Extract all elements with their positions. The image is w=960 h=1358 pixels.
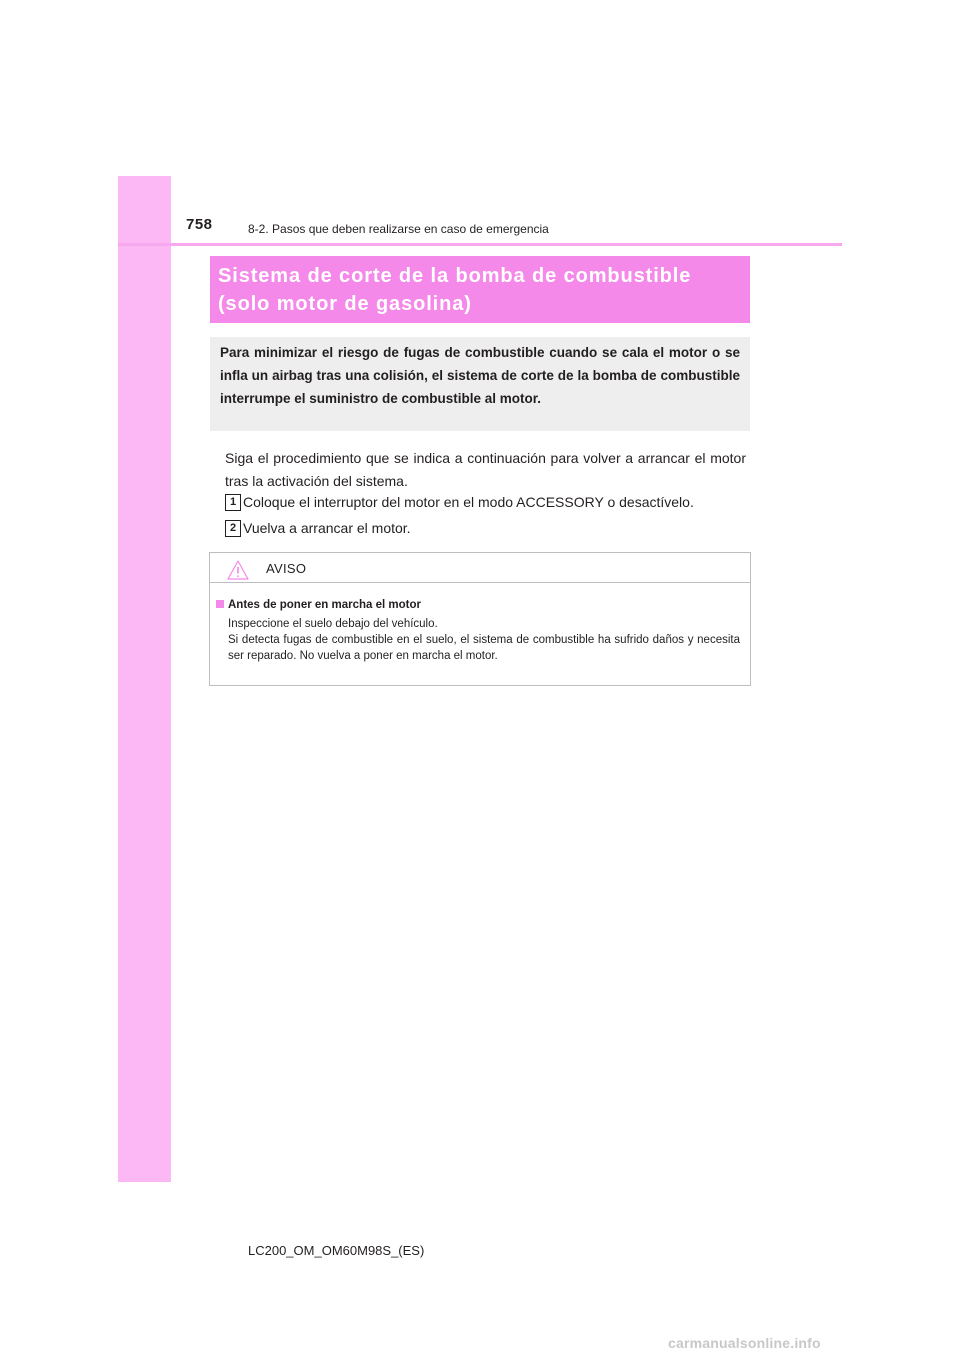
warning-triangle-icon <box>227 560 249 580</box>
body-paragraph: Siga el procedimiento que se indica a continuación para volver a arrancar el motor tras la activación del sistema. <box>225 450 746 489</box>
warning-text-line-2: Si detecta fugas de combustible en el suelo, el sistema de combustible ha sufrido daños y necesita ser reparado. No vuelva a poner en marcha el motor. <box>228 634 740 662</box>
intro-text: Para minimizar el riesgo de fugas de combustible cuando se cala el motor o se infla un airbag tras una colisión, el sistema de corte de la bomba de combustible interrumpe el suministro de combustible al motor. <box>220 345 740 407</box>
warning-header <box>210 553 750 583</box>
warning-content <box>216 597 740 664</box>
warning-item-title <box>216 597 740 613</box>
step-number-badge: 2 <box>225 520 241 537</box>
header-divider <box>118 243 842 246</box>
section-title-line-1: Sistema de corte de la bomba de combustible <box>218 265 692 287</box>
warning-box <box>209 552 751 686</box>
warning-item-title-text: Antes de poner en marcha el motor <box>228 599 421 611</box>
intro-summary-box <box>210 337 750 431</box>
section-title-line-2: (solo motor de gasolina) <box>218 293 472 315</box>
step-number-badge: 1 <box>225 494 241 511</box>
warning-label: AVISO <box>266 561 307 576</box>
section-header: 8-2. Pasos que deben realizarse en caso de emergencia <box>248 222 549 236</box>
square-bullet-icon <box>216 600 224 608</box>
page-number: 758 <box>186 216 213 233</box>
footer-document-code: LC200_OM_OM60M98S_(ES) <box>248 1243 425 1258</box>
section-title-banner <box>210 256 750 323</box>
warning-text-line-1: Inspeccione el suelo debajo del vehículo. <box>228 618 438 630</box>
watermark-text: carmanualsonline.info <box>668 1335 821 1351</box>
page-sidebar-tab <box>118 176 171 1182</box>
step-text: Vuelva a arrancar el motor. <box>243 520 411 536</box>
warning-item-text <box>228 616 740 664</box>
step-text: Coloque el interruptor del motor en el modo ACCESSORY o desactívelo. <box>243 494 694 510</box>
